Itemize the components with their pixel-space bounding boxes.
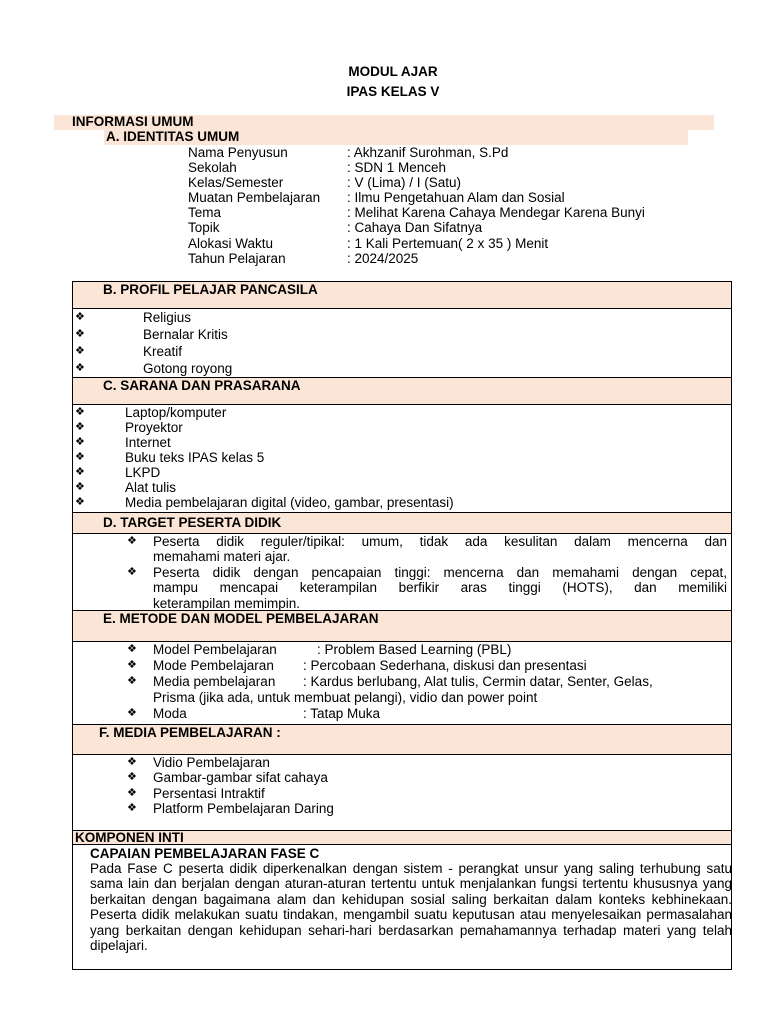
sarana-list bbox=[73, 405, 731, 510]
list-item: ❖ Proyektor bbox=[75, 420, 183, 435]
sarana-section bbox=[72, 377, 732, 513]
list-item: ❖ Bernalar Kritis bbox=[75, 327, 228, 342]
list-item: ❖ Persentasi Intraktif bbox=[127, 785, 265, 801]
diamond-bullet-icon: ❖ bbox=[75, 436, 85, 448]
metode-header: E. METODE DAN MODEL PEMBELAJARAN bbox=[73, 611, 731, 642]
diamond-bullet-icon: ❖ bbox=[75, 328, 85, 340]
list-item: ❖ Media pembelajaran digital (video, gambar, presentasi) bbox=[75, 495, 454, 510]
identitas-row: Tahun Pelajaran : 2024/2025 bbox=[188, 250, 419, 266]
capaian-title: CAPAIAN PEMBELAJARAN FASE C bbox=[90, 846, 320, 861]
profil-list bbox=[73, 309, 731, 379]
media-header: F. MEDIA PEMBELAJARAN : bbox=[73, 725, 731, 755]
target-header: D. TARGET PESERTA DIDIK bbox=[73, 513, 731, 534]
diamond-bullet-icon: ❖ bbox=[127, 535, 137, 547]
list-item: ❖ Moda : Tatap Muka bbox=[127, 706, 381, 721]
list-item: ❖ LKPD bbox=[75, 465, 161, 480]
list-item: ❖ Internet bbox=[75, 435, 171, 450]
document-title: MODUL AJAR bbox=[348, 64, 438, 79]
identitas-row: Muatan Pembelajaran : Ilmu Pengetahuan Alam dan Sosial bbox=[188, 190, 565, 206]
komponen-inti-header: KOMPONEN INTI bbox=[72, 830, 732, 845]
diamond-bullet-icon: ❖ bbox=[75, 311, 85, 323]
identitas-umum-label: A. IDENTITAS UMUM bbox=[106, 129, 240, 144]
diamond-bullet-icon: ❖ bbox=[75, 466, 85, 478]
identitas-row: Sekolah : SDN 1 Menceh bbox=[188, 160, 447, 176]
list-item: ❖ Laptop/komputer bbox=[75, 405, 227, 420]
list-item: ❖ Mode Pembelajaran : Percobaan Sederhana, diskusi dan presentasi bbox=[127, 658, 587, 673]
list-item: ❖ Vidio Pembelajaran bbox=[127, 755, 270, 770]
diamond-bullet-icon: ❖ bbox=[127, 771, 137, 784]
list-item: ❖ Model Pembelajaran : Problem Based Learning (PBL) bbox=[127, 642, 512, 657]
list-item: ❖ Gotong royong bbox=[75, 361, 233, 376]
list-item: ❖ Media pembelajaran : Kardus berlubang, Alat tulis, Cermin datar, Senter, Gelas, bbox=[127, 674, 653, 689]
list-item: ❖ Peserta didik reguler/tipikal: umum, tidak ada kesulitan dalam mencerna dan bbox=[127, 534, 727, 549]
diamond-bullet-icon: ❖ bbox=[127, 756, 137, 768]
diamond-bullet-icon: ❖ bbox=[127, 786, 137, 799]
diamond-bullet-icon: ❖ bbox=[127, 802, 137, 815]
metode-section bbox=[72, 610, 732, 725]
target-section bbox=[72, 512, 732, 611]
metode-list: ❖ Model Pembelajaran : Problem Based Learning (PBL) ❖ Mode Pembelajaran : Percobaan Sederhana, diskusi dan presentasi ❖ Media pembelajaran : Kardus berlubang, Alat tulis, Cermin datar, Senter, Gelas, Prisma (jika ada, untuk membuat pelangi), vidio dan power point ❖ Moda : Tatap Muka bbox=[73, 642, 731, 722]
list-item: ❖ Alat tulis bbox=[75, 480, 177, 495]
diamond-bullet-icon: ❖ bbox=[75, 496, 85, 508]
list-item: ❖ Gambar-gambar sifat cahaya bbox=[127, 770, 328, 786]
diamond-bullet-icon: ❖ bbox=[127, 643, 137, 655]
document-subtitle: IPAS KELAS V bbox=[346, 84, 440, 99]
profil-header: B. PROFIL PELAJAR PANCASILA bbox=[73, 282, 731, 309]
capaian-text: Pada Fase C peserta didik diperkenalkan dengan sistem - perangkat unsur yang saling terhubung satu sama lain dan berjalan dengan aturan-aturan tertentu untuk menjalankan fungsi tertentu khususnya yang berkaitan dengan bagaimana alam dan kehidupan sosial saling berkaitan dalam konteks kebhinekaan. Peserta didik melakukan suatu tindakan, mengambil suatu keputusan atau menyelesaikan permasalahan yang berkaitan dengan kehidupan sehari-hari berdasarkan pemahamannya terhadap materi yang telah dipelajari. bbox=[90, 861, 732, 954]
identitas-table bbox=[188, 145, 645, 266]
informasi-umum-label: INFORMASI UMUM bbox=[72, 114, 194, 129]
list-item: ❖ Platform Pembelajaran Daring bbox=[127, 801, 334, 817]
diamond-bullet-icon: ❖ bbox=[75, 421, 85, 433]
media-list bbox=[73, 755, 731, 817]
target-list: ❖ Peserta didik reguler/tipikal: umum, tidak ada kesulitan dalam mencerna dan memahami materi ajar. ❖ Peserta didik dengan pencapaian tinggi: mencerna dan memahami dengan cepat, mampu mencapai keterampilan berfikir aras tinggi (HOTS), dan memiliki keterampilan memimpin. bbox=[73, 534, 731, 611]
sarana-header: C. SARANA DAN PRASARANA bbox=[73, 378, 731, 405]
diamond-bullet-icon: ❖ bbox=[75, 362, 85, 374]
list-item: ❖ Religius bbox=[75, 310, 192, 325]
identitas-row: Topik : Cahaya Dan Sifatnya bbox=[188, 220, 483, 236]
diamond-bullet-icon: ❖ bbox=[75, 451, 85, 463]
diamond-bullet-icon: ❖ bbox=[127, 565, 137, 578]
list-item: ❖ Kreatif bbox=[75, 344, 183, 359]
diamond-bullet-icon: ❖ bbox=[127, 659, 137, 671]
diamond-bullet-icon: ❖ bbox=[75, 345, 85, 357]
list-item: ❖ Buku teks IPAS kelas 5 bbox=[75, 450, 265, 465]
diamond-bullet-icon: ❖ bbox=[127, 707, 137, 719]
list-item: ❖ Peserta didik dengan pencapaian tinggi: mencerna dan memahami dengan cepat, bbox=[127, 564, 727, 580]
diamond-bullet-icon: ❖ bbox=[75, 481, 85, 493]
identitas-row: Kelas/Semester : V (Lima) / I (Satu) bbox=[188, 175, 462, 191]
identitas-row: Alokasi Waktu : 1 Kali Pertemuan( 2 x 35 ) Menit bbox=[188, 235, 549, 251]
diamond-bullet-icon: ❖ bbox=[75, 406, 85, 418]
media-section bbox=[72, 724, 732, 831]
diamond-bullet-icon: ❖ bbox=[127, 675, 137, 687]
identitas-row: Nama Penyusun : Akhzanif Surohman, S.Pd bbox=[188, 145, 509, 160]
identitas-row: Tema : Melihat Karena Cahaya Mendegar Karena Bunyi bbox=[188, 205, 645, 221]
profil-section bbox=[72, 281, 732, 378]
